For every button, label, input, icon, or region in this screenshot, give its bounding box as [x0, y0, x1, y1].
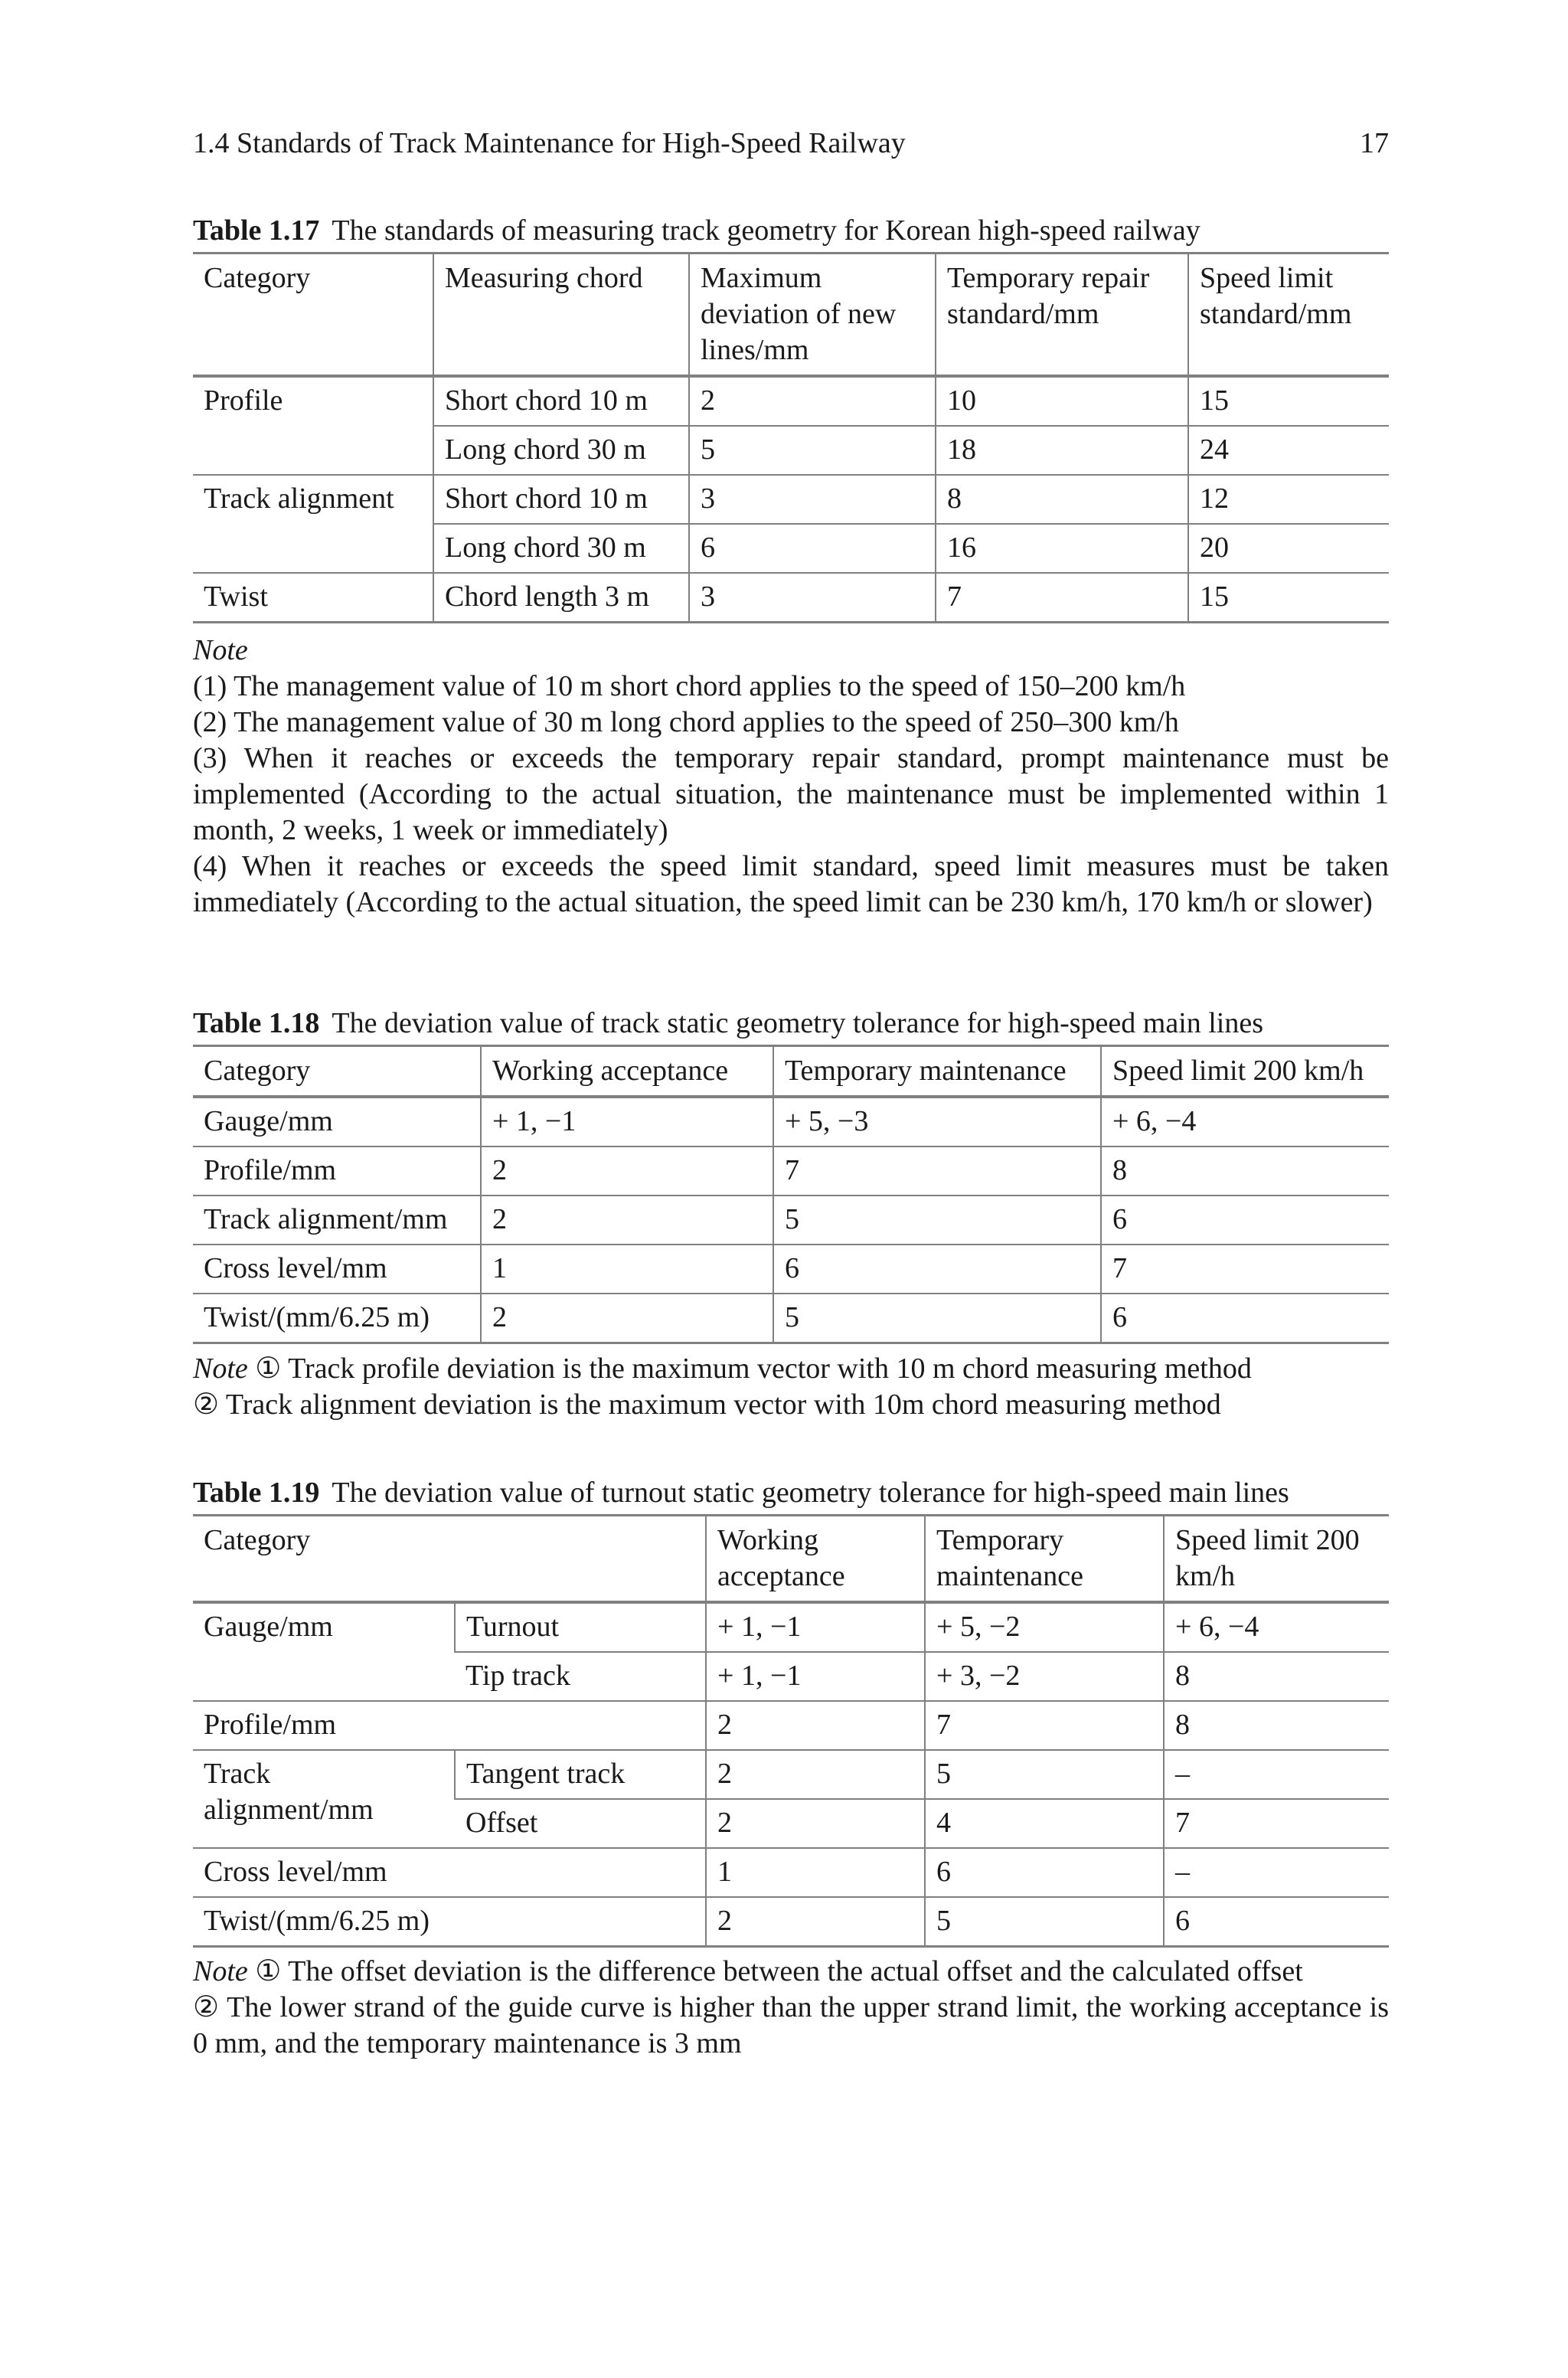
cell-max: 6 — [689, 524, 936, 573]
table-header-row — [193, 1046, 1389, 1097]
note-label: Note — [193, 634, 248, 666]
cell: 2 — [706, 1701, 925, 1750]
table-row — [193, 1097, 1389, 1146]
cell-max: 2 — [689, 376, 936, 426]
cell-subcategory: Offset — [455, 1799, 706, 1848]
table-1-17-caption — [193, 212, 1389, 249]
cell-temp: 8 — [936, 475, 1188, 524]
note-item: ② Track alignment deviation is the maximum vector with 10m chord measuring method — [193, 1389, 1221, 1421]
cell-limit: 24 — [1188, 426, 1389, 475]
table-row — [193, 426, 1389, 475]
cell: – — [1164, 1848, 1389, 1897]
header-working-acceptance: Working acceptance — [481, 1046, 773, 1097]
header-temporary-maintenance: Temporary maintenance — [925, 1516, 1164, 1603]
note-item: (1) The management value of 10 m short chord applies to the speed of 150–200 km/h — [193, 670, 1186, 702]
cell-category: Profile — [204, 384, 283, 417]
cell-chord: Short chord 10 m — [433, 376, 689, 426]
cell-chord: Chord length 3 m — [433, 573, 689, 623]
cell-category: Profile/mm — [193, 1701, 706, 1750]
table-1-19 — [193, 1514, 1389, 1948]
table-row — [193, 524, 1389, 573]
table-1-18-caption — [193, 1005, 1389, 1042]
cell: 7 — [1101, 1245, 1389, 1294]
table-1-17 — [193, 252, 1389, 623]
note-item: ① Track profile deviation is the maximum vector with 10 m chord measuring method — [255, 1353, 1252, 1385]
cell: 2 — [481, 1294, 773, 1343]
table-1-18-caption-text: The deviation value of track static geometry tolerance for high-speed main lines — [332, 1007, 1264, 1039]
table-1-18 — [193, 1045, 1389, 1344]
table-row — [193, 1750, 1389, 1799]
header-category: Category — [193, 1516, 706, 1603]
cell: + 5, −3 — [773, 1097, 1101, 1146]
cell: + 3, −2 — [925, 1652, 1164, 1701]
header-measuring-chord: Measuring chord — [433, 254, 689, 377]
note-item: (3) When it reaches or exceeds the temporary repair standard, prompt maintenance must be implemented (According to the actual situation, the maintenance must be implemented within 1 month, 2 weeks, 1 week or immediately) — [193, 742, 1389, 846]
cell: + 5, −2 — [925, 1602, 1164, 1652]
cell-limit: 15 — [1188, 573, 1389, 623]
table-row — [193, 376, 1389, 426]
cell: 1 — [706, 1848, 925, 1897]
header-working-acceptance: Working acceptance — [706, 1516, 925, 1603]
cell: 2 — [481, 1196, 773, 1245]
cell: Cross level/mm — [193, 1245, 481, 1294]
cell: 1 — [481, 1245, 773, 1294]
cell-subcategory: Tangent track — [455, 1750, 706, 1799]
header-category: Category — [193, 1046, 481, 1097]
cell: 5 — [773, 1196, 1101, 1245]
cell: 2 — [706, 1750, 925, 1799]
cell-temp: 18 — [936, 426, 1188, 475]
table-1-18-label: Table 1.18 — [193, 1007, 320, 1039]
header-speed-limit: Speed limit 200 km/h — [1164, 1516, 1389, 1603]
cell-temp: 7 — [936, 573, 1188, 623]
header-temporary-maintenance: Temporary maintenance — [773, 1046, 1101, 1097]
page-number: 17 — [1360, 127, 1389, 159]
table-1-19-notes — [193, 1954, 1389, 2062]
table-1-19-caption-text: The deviation value of turnout static geometry tolerance for high-speed main lines — [332, 1477, 1289, 1509]
cell: 7 — [773, 1146, 1101, 1196]
table-row — [193, 1294, 1389, 1343]
header-max-deviation: Maximum deviation of new lines/mm — [689, 254, 936, 377]
table-row — [193, 1196, 1389, 1245]
cell-subcategory: Turnout — [455, 1602, 706, 1652]
header-speed-limit: Speed limit 200 km/h — [1101, 1046, 1389, 1097]
cell: 6 — [1164, 1897, 1389, 1947]
cell: 6 — [1101, 1196, 1389, 1245]
cell: 8 — [1164, 1652, 1389, 1701]
cell-subcategory: Tip track — [455, 1652, 706, 1701]
cell-limit: 20 — [1188, 524, 1389, 573]
table-row — [193, 1848, 1389, 1897]
cell-temp: 10 — [936, 376, 1188, 426]
cell: 2 — [481, 1146, 773, 1196]
table-row — [193, 1146, 1389, 1196]
cell: + 6, −4 — [1164, 1602, 1389, 1652]
table-row — [193, 573, 1389, 623]
table-header-row — [193, 254, 1389, 377]
cell: 2 — [706, 1897, 925, 1947]
cell: 4 — [925, 1799, 1164, 1848]
cell-category: Track alignment/mm — [193, 1750, 455, 1848]
note-item: ① The offset deviation is the difference between the actual offset and the calculated offset — [255, 1955, 1303, 1987]
cell: 6 — [925, 1848, 1164, 1897]
cell-category: Gauge/mm — [193, 1602, 455, 1701]
table-row — [193, 1897, 1389, 1947]
cell: 2 — [706, 1799, 925, 1848]
table-row — [193, 1701, 1389, 1750]
note-item: (4) When it reaches or exceeds the speed limit standard, speed limit measures must be taken immediately (According to the actual situation, the speed limit can be 230 km/h, 170 km/h or slower) — [193, 850, 1389, 918]
note-label: Note — [193, 1955, 248, 1987]
cell: 5 — [925, 1750, 1164, 1799]
table-1-19-label: Table 1.19 — [193, 1477, 320, 1509]
cell-max: 5 — [689, 426, 936, 475]
cell-category: Twist — [193, 573, 433, 623]
cell-chord: Long chord 30 m — [433, 426, 689, 475]
cell-max: 3 — [689, 475, 936, 524]
cell-max: 3 — [689, 573, 936, 623]
cell-chord: Short chord 10 m — [433, 475, 689, 524]
cell: 6 — [1101, 1294, 1389, 1343]
table-header-row — [193, 1516, 1389, 1603]
table-1-17-label: Table 1.17 — [193, 214, 320, 247]
cell: 5 — [773, 1294, 1101, 1343]
cell-limit: 15 — [1188, 376, 1389, 426]
table-1-18-notes — [193, 1351, 1389, 1423]
table-1-17-caption-text: The standards of measuring track geometry for Korean high-speed railway — [332, 214, 1200, 247]
cell-limit: 12 — [1188, 475, 1389, 524]
cell: Profile/mm — [193, 1146, 481, 1196]
cell-temp: 16 — [936, 524, 1188, 573]
table-row — [193, 1245, 1389, 1294]
cell-category — [193, 524, 433, 573]
header-speed-limit: Speed limit standard/mm — [1188, 254, 1389, 377]
cell-category: Track alignment — [204, 482, 394, 515]
cell: 8 — [1101, 1146, 1389, 1196]
table-row — [193, 475, 1389, 524]
cell: Gauge/mm — [193, 1097, 481, 1146]
cell: Track alignment/mm — [193, 1196, 481, 1245]
cell: – — [1164, 1750, 1389, 1799]
cell-chord: Long chord 30 m — [433, 524, 689, 573]
cell-category: Cross level/mm — [193, 1848, 706, 1897]
cell: + 1, −1 — [706, 1652, 925, 1701]
note-item: (2) The management value of 30 m long chord applies to the speed of 250–300 km/h — [193, 706, 1179, 738]
section-title: 1.4 Standards of Track Maintenance for High-Speed Railway — [193, 127, 906, 159]
note-item: ② The lower strand of the guide curve is higher than the upper strand limit, the working acceptance is 0 mm, and the temporary maintenance is 3 mm — [193, 1991, 1389, 2059]
cell: + 1, −1 — [706, 1602, 925, 1652]
cell: + 6, −4 — [1101, 1097, 1389, 1146]
cell-category: Twist/(mm/6.25 m) — [193, 1897, 706, 1947]
header-category: Category — [193, 254, 433, 377]
cell: + 1, −1 — [481, 1097, 773, 1146]
table-1-17-notes — [193, 633, 1389, 921]
table-row — [193, 1602, 1389, 1652]
cell: 7 — [1164, 1799, 1389, 1848]
cell: 7 — [925, 1701, 1164, 1750]
table-1-19-caption — [193, 1474, 1389, 1511]
header-temporary-repair: Temporary repair standard/mm — [936, 254, 1188, 377]
cell: 6 — [773, 1245, 1101, 1294]
cell-category — [193, 426, 433, 475]
note-label: Note — [193, 1353, 248, 1385]
cell: 8 — [1164, 1701, 1389, 1750]
cell: 5 — [925, 1897, 1164, 1947]
cell: Twist/(mm/6.25 m) — [193, 1294, 481, 1343]
